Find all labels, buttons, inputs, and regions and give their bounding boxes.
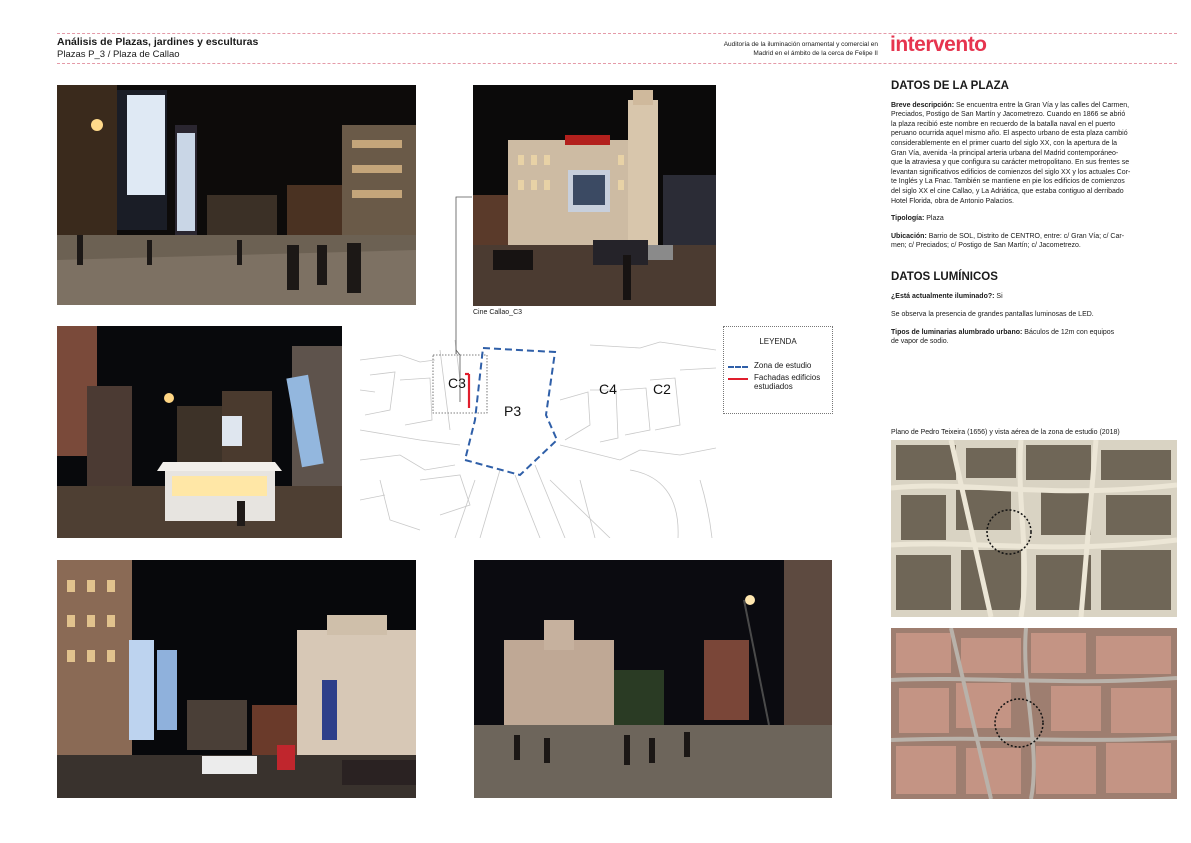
datos-luminicos-heading: DATOS LUMÍNICOS — [891, 271, 998, 283]
tipologia — [891, 214, 1177, 224]
map-label-c3: C3 — [448, 375, 466, 391]
legend-red-line — [728, 378, 748, 380]
tipologia-value: Plaza — [924, 215, 944, 223]
desc-line: levantan significativos edificios de comienzos del siglo XX y los actuales Cor- — [891, 168, 1131, 176]
datos-plaza-heading: DATOS DE LA PLAZA — [891, 80, 1009, 92]
callout-line — [450, 196, 480, 356]
desc-line: Se encuentra entre la Gran Vía y las calles del Carmen, — [954, 101, 1130, 109]
desc-line: Preciados, Postigo de San Martín y Jacometrezo. Cuando en 1866 se abrió — [891, 111, 1126, 119]
legend-dashed-line — [728, 366, 748, 368]
header-divider — [57, 63, 1177, 64]
aerial-view-2018 — [891, 628, 1177, 799]
desc-line: te Inglés y La Fnac. También se mantiene en pie los edificios de comienzos — [891, 178, 1125, 186]
desc-line: Hotel Florida, obra de Antonio Palacios. — [891, 197, 1014, 205]
photo-cine-callao — [473, 85, 716, 306]
legend-facades-line-1: Fachadas edificios — [754, 373, 821, 382]
ubicacion-line: men; c/ Preciados; c/ Postigo de San Martín; c/ Jacometrezo. — [891, 242, 1081, 250]
datos-luminicos-section — [891, 273, 1177, 347]
ubicacion-label: Ubicación: — [891, 232, 927, 240]
legend-facades-line-2: estudiados — [754, 382, 793, 391]
observacion: Se observa la presencia de grandes pantallas luminosas de LED. — [891, 311, 1094, 319]
tipologia-label: Tipología: — [891, 215, 925, 223]
historic-map-teixeira — [891, 440, 1177, 617]
breve-descripcion — [891, 101, 1177, 207]
page-subtitle: Plazas P_3 / Plaza de Callao — [57, 49, 180, 60]
ubicacion-line: Barrio de SOL, Distrito de CENTRO, entre: c/ Gran Vía; c/ Car- — [926, 232, 1125, 240]
tipos-line: de vapor de sodio. — [891, 338, 949, 346]
ubicacion — [891, 232, 1177, 251]
plano-caption: Plano de Pedro Teixeira (1656) y vista aérea de la zona de estudio (2018) — [891, 429, 1120, 436]
photo-kiosk-plaza — [57, 326, 342, 538]
map-label-c2: C2 — [653, 381, 671, 397]
iluminado-value: Si — [994, 292, 1003, 300]
map-label-c4: C4 — [599, 381, 617, 397]
photo-callao-wide — [474, 560, 832, 798]
photo-gran-via-screens — [57, 560, 416, 798]
cine-callao-caption: Cine Callao_C3 — [473, 309, 523, 316]
location-map — [360, 330, 716, 538]
desc-line: peruano ocurrida aquel mismo año. El aspecto urbano de esta plaza cambió — [891, 130, 1128, 138]
desc-line: la plaza recibió este nombre en recuerdo de la batalla naval en el puerto — [891, 120, 1116, 128]
legend-title: LEYENDA — [759, 337, 797, 346]
legend-study-zone-label: Zona de estudio — [754, 361, 812, 370]
iluminado-label: ¿Está actualmente iluminado?: — [891, 292, 995, 300]
iluminado — [891, 292, 1177, 302]
desc-line: del siglo XX el cine Callao, y La Adriática, que estaba contiguo al derribado — [891, 187, 1124, 195]
project-line-1: Auditoría de la iluminación ornamental y comercial en — [723, 41, 878, 48]
page-title: Análisis de Plazas, jardines y esculturas — [57, 36, 259, 48]
map-legend — [723, 326, 833, 414]
desc-label: Breve descripción: — [891, 101, 955, 109]
top-divider — [57, 33, 1177, 34]
legend-study-zone — [728, 361, 811, 370]
tipos-luminarias — [891, 328, 1177, 347]
desc-line: considerablemente en el primer cuarto del siglo XX, con la apertura de la — [891, 139, 1118, 147]
legend-facades-label — [754, 373, 820, 391]
tipos-line: Báculos de 12m con equipos — [1022, 328, 1115, 336]
tipos-label: Tipos de luminarias alumbrado urbano: — [891, 328, 1023, 336]
desc-line: que la atraviesa y que configura su carácter metropolitano. En sus frentes se — [891, 159, 1130, 167]
datos-plaza-section — [891, 82, 1177, 251]
map-label-p3: P3 — [504, 403, 522, 419]
project-line-2: Madrid en el ámbito de la cerca de Felipe II — [753, 50, 878, 57]
brand-logo: intervento — [890, 33, 987, 56]
desc-line: Gran Vía, avenida -la principal arteria urbana del Madrid contemporáneo- — [891, 149, 1119, 157]
project-description — [660, 40, 878, 58]
photo-gran-via-night — [57, 85, 416, 305]
legend-facades — [728, 373, 820, 391]
